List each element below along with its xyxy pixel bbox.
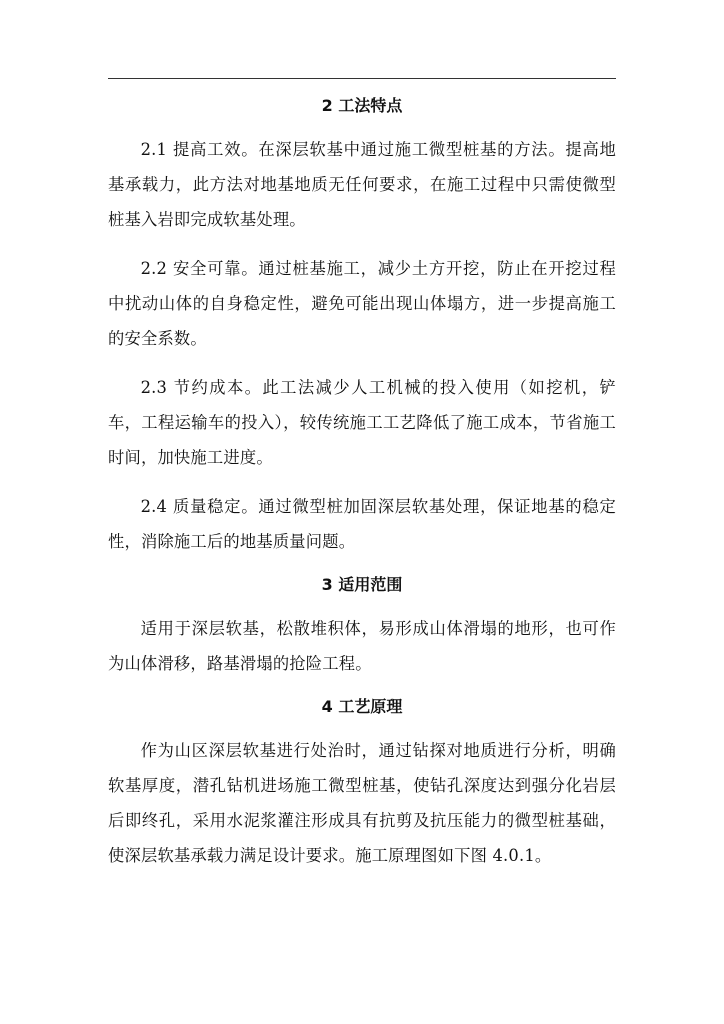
paragraph-3-1: 适用于深层软基，松散堆积体，易形成山体滑塌的地形，也可作为山体滑移，路基滑塌的抢险工程。 [108, 619, 616, 673]
spacer [108, 475, 616, 489]
spacer [108, 681, 616, 689]
section-heading-4: 4 工艺原理 [321, 697, 403, 716]
section-heading-2: 2 工法特点 [321, 96, 403, 115]
section-heading-3: 3 适用范围 [321, 575, 403, 594]
spacer [108, 124, 616, 132]
spacer [108, 725, 616, 733]
paragraph-2-1: 2.1 提高工效。在深层软基中通过施工微型桩基的方法。提高地基承载力，此方法对地基地质无任何要求，在施工过程中只需使微型桩基入岩即完成软基处理。 [108, 140, 616, 229]
paragraph-2-4: 2.4 质量稳定。通过微型桩加固深层软基处理，保证地基的稳定性，消除施工后的地基质量问题。 [108, 497, 616, 551]
paragraph-4-1: 作为山区深层软基进行处治时，通过钻探对地质进行分析，明确软基厚度，潜孔钻机进场施工微型桩基，使钻孔深度达到强分化岩层后即终孔，采用水泥浆灌注形成具有抗剪及抗压能力的微型桩基础，使深层软基承载力满足设计要求。施工原理图如下图 4.0.1。 [108, 741, 616, 865]
header-rule [108, 78, 616, 79]
spacer [108, 603, 616, 611]
spacer [108, 356, 616, 370]
spacer [108, 237, 616, 251]
paragraph-2-2: 2.2 安全可靠。通过桩基施工，减少土方开挖，防止在开挖过程中扰动山体的自身稳定性，避免可能出现山体塌方，进一步提高施工的安全系数。 [108, 259, 616, 348]
document-body [108, 88, 616, 873]
paragraph-2-3: 2.3 节约成本。此工法减少人工机械的投入使用（如挖机，铲车，工程运输车的投入），较传统施工工艺降低了施工成本，节省施工时间，加快施工进度。 [108, 378, 616, 467]
spacer [108, 559, 616, 567]
